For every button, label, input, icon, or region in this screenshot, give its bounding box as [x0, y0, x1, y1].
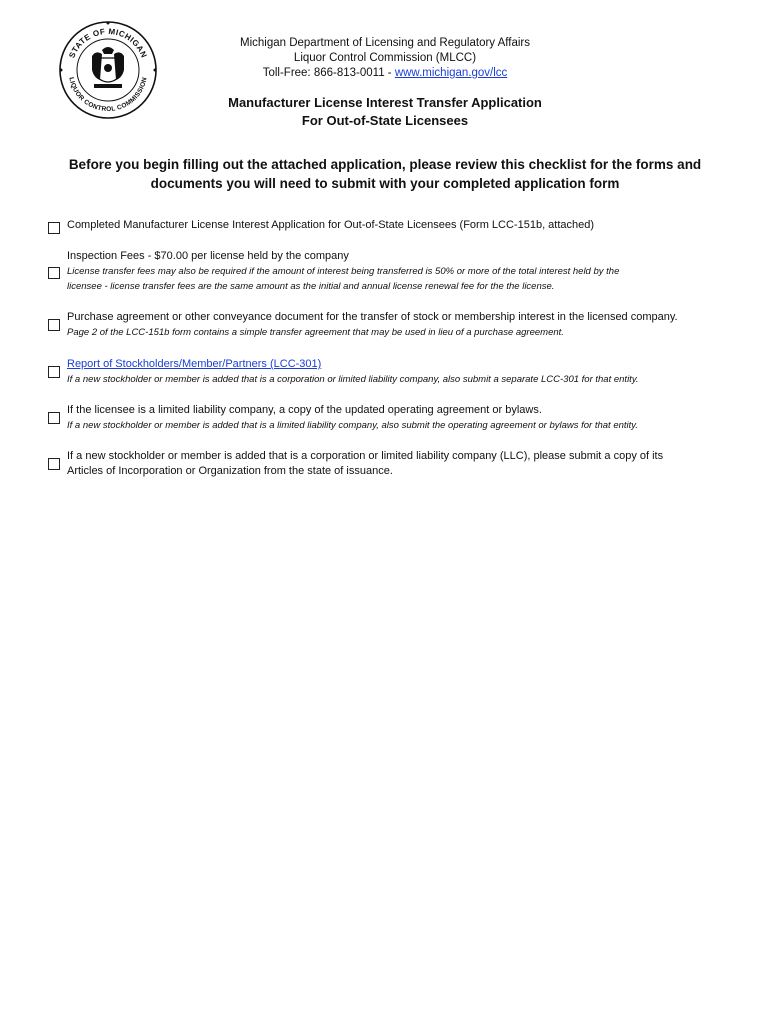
- checklist-item-label: If the licensee is a limited liability company, a copy of the updated operating agreement or bylaws.: [67, 404, 542, 416]
- stockholders-report-link[interactable]: Report of Stockholders/Member/Partners (LCC-301): [67, 358, 322, 370]
- checkbox-stockholders-report[interactable]: [48, 366, 60, 378]
- svg-text:LIQUOR CONTROL COMMISSION: LIQUOR CONTROL COMMISSION: [67, 76, 149, 114]
- commission-name: Liquor Control Commission (MLCC): [293, 52, 477, 64]
- checklist-item-note: License transfer fees may also be required if the amount of interest being transferred is 50% or more of the total interest held by the: [67, 266, 620, 277]
- tollfree-text: Toll-Free: 866-813-0011 -: [262, 67, 395, 79]
- checklist-item-note: If a new stockholder or member is added that is a corporation or limited liability company, also submit a separate LCC-301 for that entity.: [67, 374, 639, 385]
- title-line-1: Manufacturer License Interest Transfer Application: [228, 95, 542, 110]
- checklist-item-label: Purchase agreement or other conveyance document for the transfer of stock or membership interest in the licensed company.: [67, 311, 678, 323]
- checkbox-inspection-fees[interactable]: [48, 267, 60, 279]
- checkbox-purchase-agreement[interactable]: [48, 319, 60, 331]
- title-line-2: For Out-of-State Licensees: [301, 113, 469, 128]
- instructions-line-1: Before you begin filling out the attached application, please review this checklist for the forms and: [68, 157, 702, 172]
- checkbox-articles-of-incorporation[interactable]: [48, 458, 60, 470]
- checklist-item-note: licensee - license transfer fees are the same amount as the initial and annual license renewal fee for the the license.: [67, 281, 555, 292]
- checklist-item-note: If a new stockholder or member is added that is a limited liability company, also submit the operating agreement or bylaws for that entity.: [67, 420, 638, 431]
- checklist-item-label: Inspection Fees - $70.00 per license held by the company: [67, 250, 349, 262]
- checklist-item-label: Completed Manufacturer License Interest Application for Out-of-State Licensees (Form LCC-151b, attached): [67, 219, 595, 231]
- instructions-line-2: documents you will need to submit with your completed application form: [150, 176, 620, 191]
- checklist-item-label: If a new stockholder or member is added that is a corporation or limited liability company (LLC), please submit a copy of its: [67, 450, 664, 462]
- document-title: [0, 94, 770, 130]
- checkbox-application-form[interactable]: [48, 222, 60, 234]
- checklist-instructions: [40, 155, 730, 193]
- website-link[interactable]: www.michigan.gov/lcc: [394, 67, 508, 79]
- agency-header: [0, 36, 770, 81]
- agency-name: Michigan Department of Licensing and Regulatory Affairs: [239, 37, 530, 49]
- checkbox-operating-agreement[interactable]: [48, 412, 60, 424]
- checklist-item-label-continued: Articles of Incorporation or Organization from the state of issuance.: [67, 465, 393, 477]
- contact-line: [0, 66, 770, 81]
- checklist-item-note: Page 2 of the LCC-151b form contains a simple transfer agreement that may be used in lieu of a purchase agreement.: [67, 327, 564, 338]
- svg-text:STATE OF MICHIGAN: STATE OF MICHIGAN: [67, 26, 149, 60]
